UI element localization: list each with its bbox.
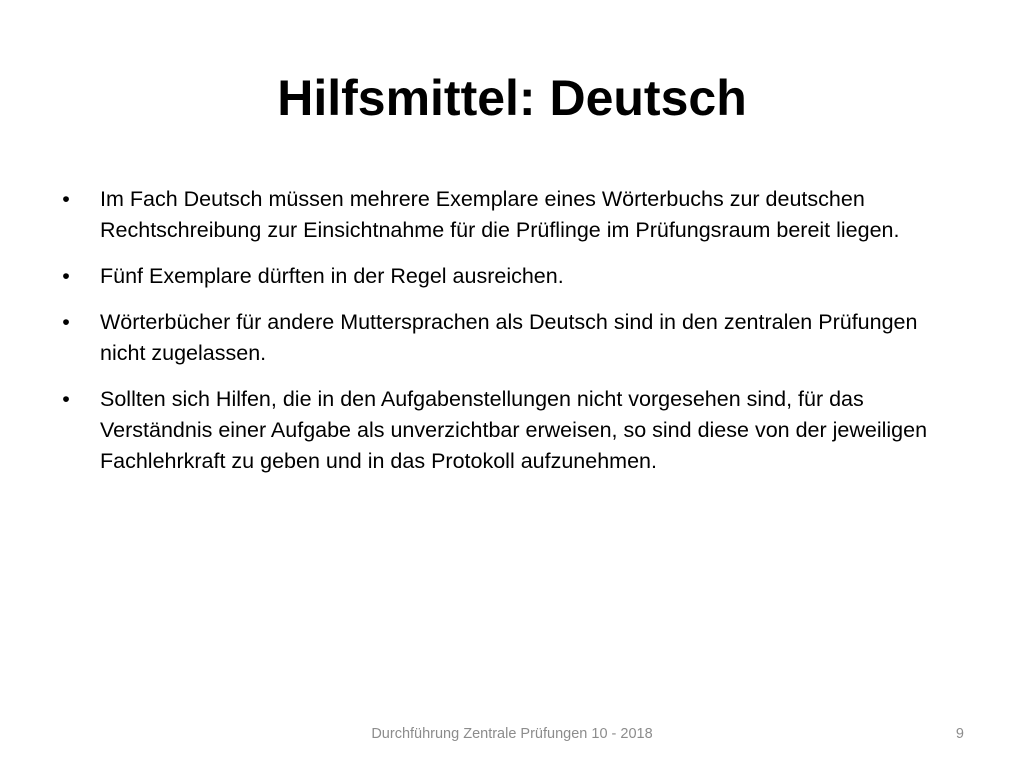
footer-text: Durchführung Zentrale Prüfungen 10 - 2018 (371, 726, 653, 742)
bullet-item (60, 307, 940, 369)
bullet-icon: • (62, 387, 70, 411)
page-number: 9 (955, 726, 964, 742)
bullet-list (60, 184, 940, 492)
bullet-icon: • (62, 187, 70, 211)
bullet-item (60, 384, 940, 477)
bullet-item (60, 261, 940, 292)
bullet-text: Im Fach Deutsch müssen mehrere Exemplare eines Wörterbuchs zur deutschen Rechtschreibung zur Einsichtnahme für die Prüflinge im Prüfungsraum bereit liegen. (100, 187, 900, 242)
bullet-text: Sollten sich Hilfen, die in den Aufgabenstellungen nicht vorgesehen sind, für das Verständnis einer Aufgabe als unverzichtbar erweisen, so sind diese von der jeweiligen Fachlehrkraft zu geben und in das Protokoll aufzunehmen. (100, 387, 928, 473)
bullet-text: Wörterbücher für andere Muttersprachen als Deutsch sind in den zentralen Prüfungen nicht zugelassen. (100, 310, 918, 365)
bullet-icon: • (62, 310, 70, 334)
bullet-text: Fünf Exemplare dürften in der Regel ausreichen. (100, 264, 564, 288)
bullet-item (60, 184, 940, 246)
slide-title: Hilfsmittel: Deutsch (277, 70, 747, 126)
bullet-icon: • (62, 264, 70, 288)
